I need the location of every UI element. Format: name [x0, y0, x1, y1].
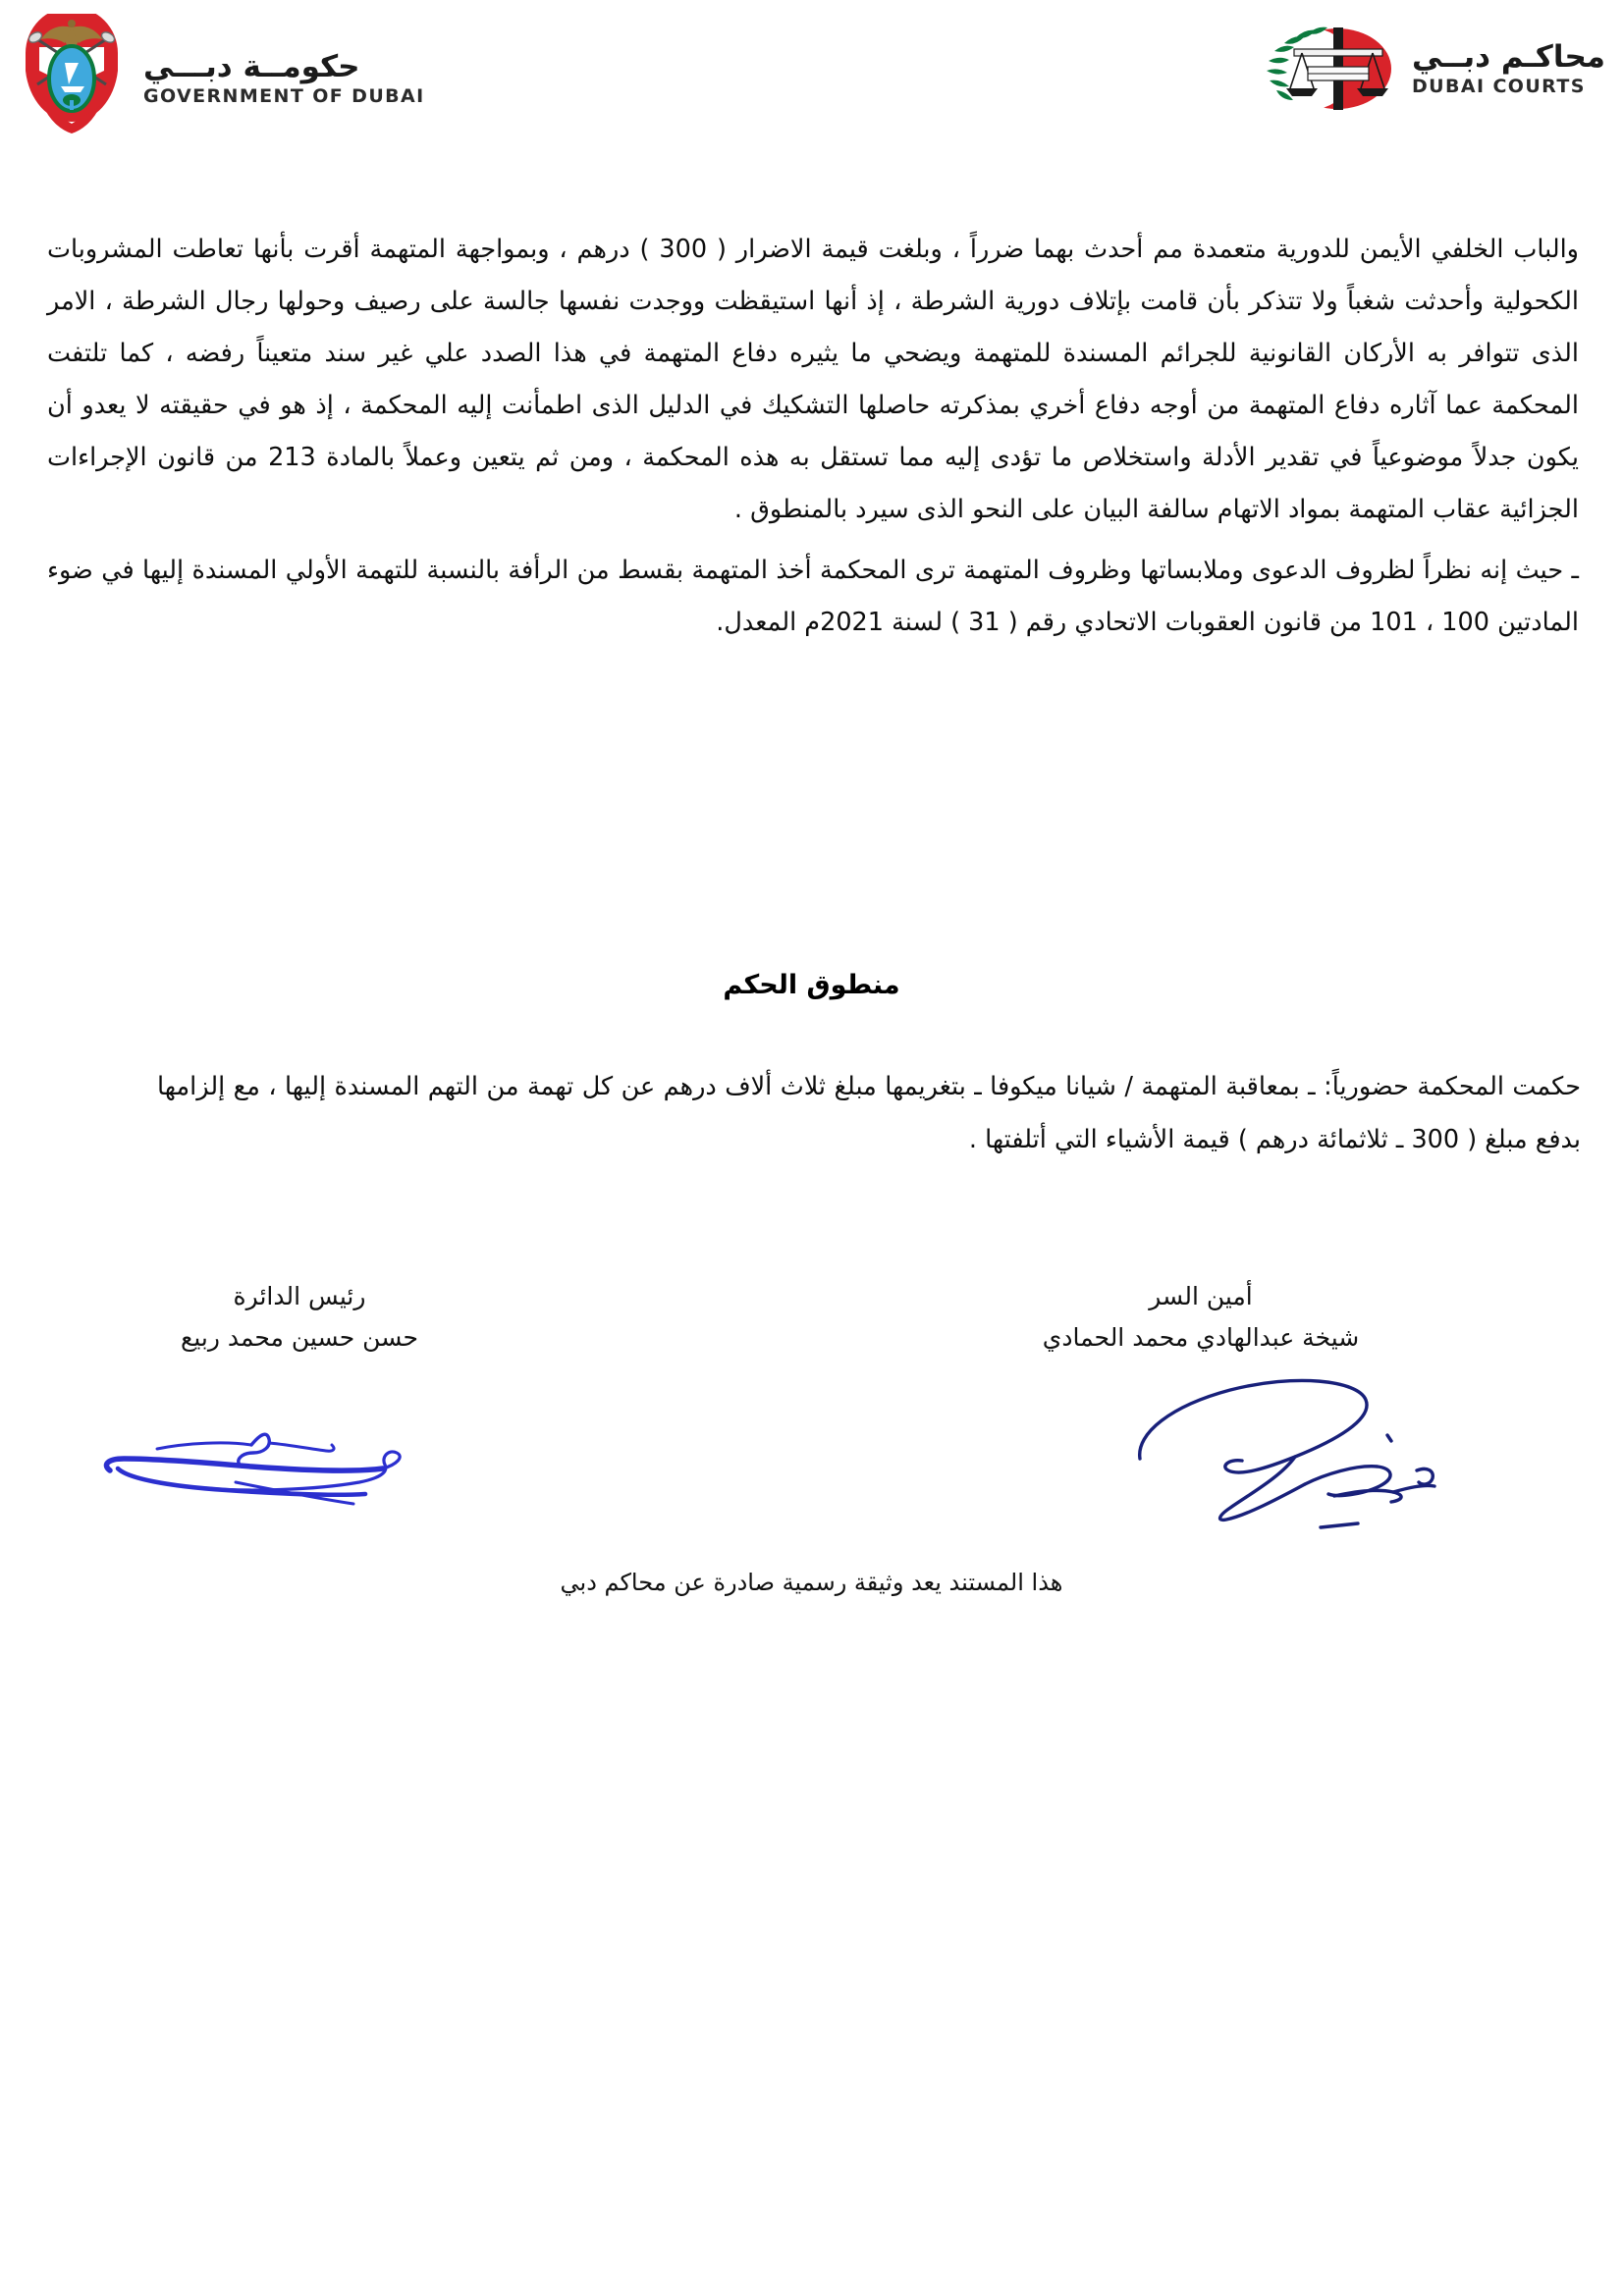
courts-logo-wordmark — [1411, 38, 1605, 97]
government-of-dubai-logo — [14, 14, 425, 143]
official-document-footer-note: هذا المستند يعد وثيقة رسمية صادرة عن محاكم دبي — [560, 1569, 1063, 1596]
judgment-body-text — [47, 224, 1579, 653]
courts-logo-arabic-text: محاكـم دبــي — [1411, 38, 1605, 75]
verdict-heading: منطوق الحكم — [723, 970, 900, 1000]
chamber-head-handwritten-signature — [59, 1372, 471, 1520]
government-logo-arabic-text: حكومــة دبـــي — [143, 48, 360, 84]
secretary-signature-block — [946, 1276, 1456, 1359]
chamber-head-signature-block — [88, 1276, 511, 1359]
courts-logo-english-text: DUBAI COURTS — [1411, 75, 1586, 97]
government-logo-wordmark — [143, 48, 425, 107]
body-paragraph: ـ حيث إنه نظراً لظروف الدعوى وملابساتها وظروف المتهمة ترى المحكمة أخذ المتهمة بقسط من الرأفة بالنسبة للتهمة الأولي المسندة إليها في ضوء المادتين 100 ، 101 من قانون العقوبات الاتحادي رقم ( 31 ) لسنة 2021م المعدل. — [47, 556, 1579, 637]
verdict-text: حكمت المحكمة حضورياً: ـ بمعاقبة المتهمة / شيانا ميكوفا ـ بتغريمها مبلغ ثلاث ألاف درهم عن كل تهمة من التهم المسندة إليها ، مع إلزامها بدفع مبلغ ( 300 ـ ثلاثمائة درهم ) قيمة الأشياء التي أتلفتها . — [157, 1072, 1581, 1154]
body-paragraph: والباب الخلفي الأيمن للدورية متعمدة مم أحدث بهما ضرراً ، وبلغت قيمة الاضرار ( 300 ) درهم ، وبمواجهة المتهمة أقرت بأنها تعاطت المشروبات الكحولية وأحدثت شغباً ولا تتذكر بأن قامت بإتلاف دورية الشرطة ، إذ أنها استيقظت ووجدت نفسها جالسة على رصيف وحولها رجال الشرطة ، الامر الذى تتوافر به الأركان القانونية للجرائم المسندة للمتهمة ويضحي ما يثيره دفاع المتهمة في هذا الصدد علي غير سند متعيناً رفضه ، كما تلتفت المحكمة عما آثاره دفاع المتهمة من أوجه دفاع أخري بمذكرته حاصلها التشكيك في الدليل الذى اطمأنت إليه المحكمة ، إذ هو في حقيقته لا يعدو أن يكون جدلاً موضوعياً في تقدير الأدلة واستخلاص ما تؤدى إليه مما تستقل به هذه المحكمة ، ومن ثم يتعين وعملاً بالمادة 213 من قانون الإجراءات الجزائية عقاب المتهمة بمواد الاتهام سالفة البيان على النحو الذى سيرد بالمنطوق . — [47, 235, 1579, 524]
secretary-role-label: أمين السر — [1149, 1282, 1253, 1310]
dubai-courts-logo — [1251, 14, 1605, 124]
chamber-head-role-label: رئيس الدائرة — [233, 1282, 366, 1310]
document-header — [0, 0, 1623, 157]
secretary-name-label: شيخة عبدالهادي محمد الحمادي — [1042, 1323, 1360, 1352]
government-logo-english-text: GOVERNMENT OF DUBAI — [143, 84, 425, 107]
scales-of-justice-emblem-icon — [1251, 14, 1398, 124]
secretary-handwritten-signature — [1103, 1362, 1515, 1539]
uae-falcon-emblem-icon — [14, 14, 130, 143]
chamber-head-name-label: حسن حسين محمد ربيع — [181, 1323, 418, 1352]
